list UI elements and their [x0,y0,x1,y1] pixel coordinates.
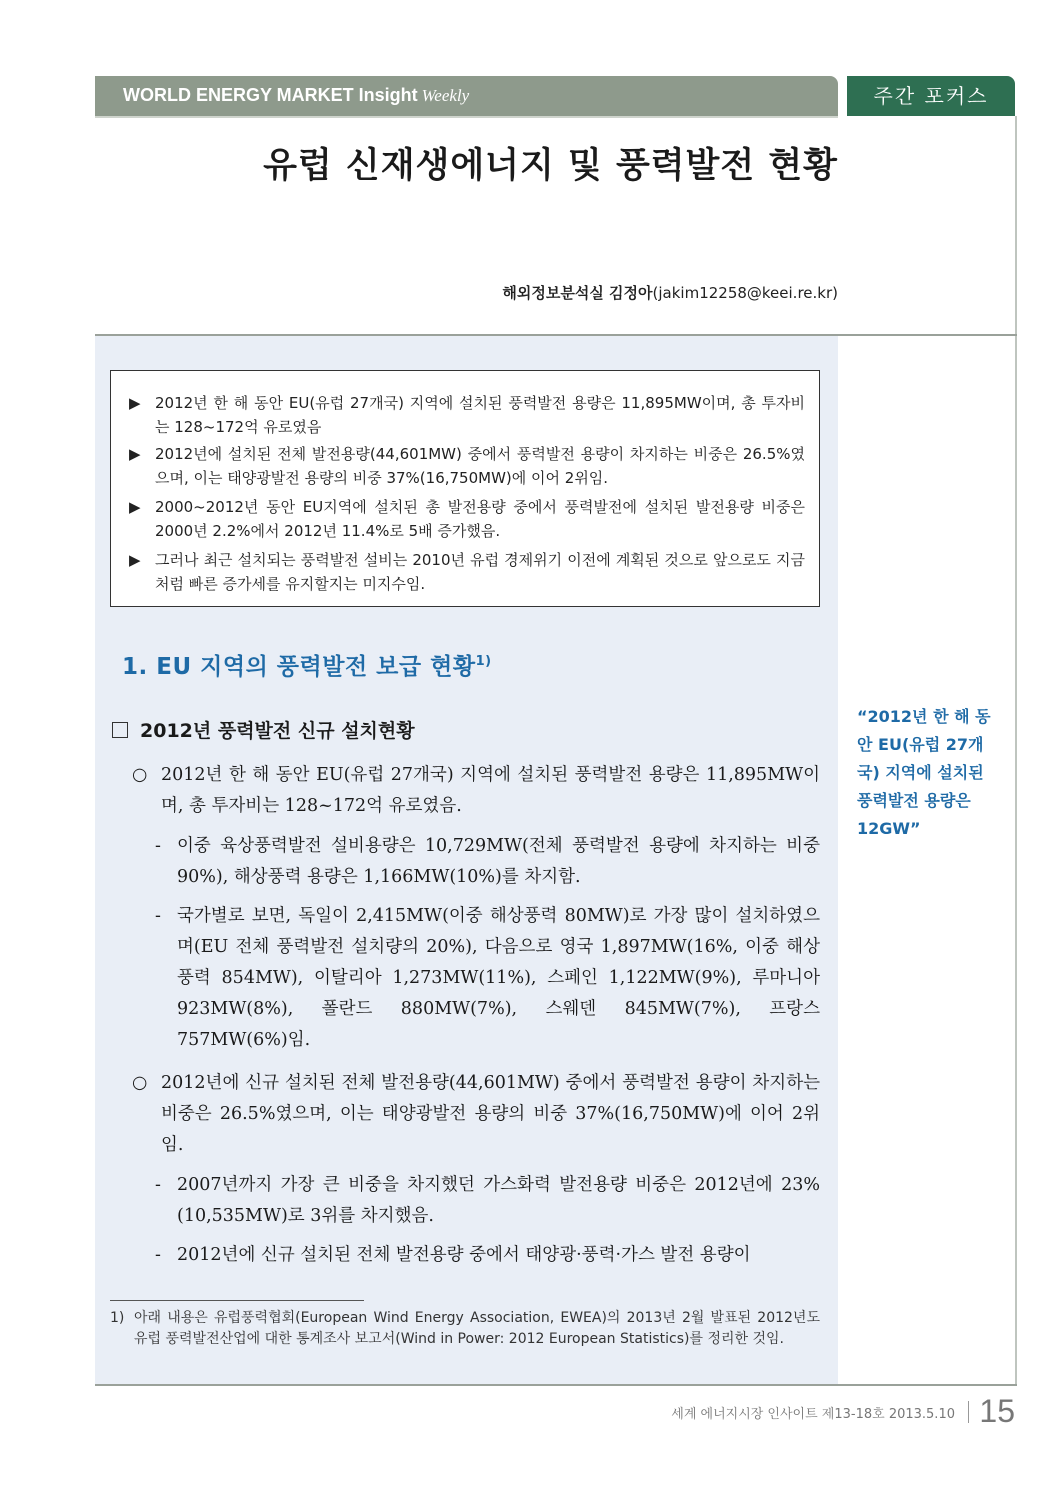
dash-bullet-icon: - [155,906,161,926]
publication-name: WORLD ENERGY MARKET Insight [123,85,418,105]
body-subparagraph [155,1170,820,1232]
summary-text: 그러나 최근 설치되는 풍력발전 설비는 2010년 유럽 경제위기 이전에 계획된 것으로 앞으로도 지금처럼 빠른 증가세를 유지할지는 미지수임. [155,551,805,593]
summary-text: 2000~2012년 동안 EU지역에 설치된 총 발전용량 중에서 풍력발전에 설치된 발전용량 비중은 2000년 2.2%에서 2012년 11.4%로 5배 증가했음. [155,498,805,540]
paragraph-text: 국가별로 보면, 독일이 2,415MW(이중 해상풍력 80MW)로 가장 많이 설치하였으며(EU 전체 풍력발전 설치량의 20%), 다음으로 영국 1,897MW(16%, 이중 해상풍력 854MW), 이탈리아 1,273MW(11%), 스페인 1,122MW(9%), 루마니아 923MW(8%), 폴란드 880MW(7%), 스웨덴 845MW(7%), 프랑스 757MW(6%)임. [177,906,820,1050]
paragraph-text: 이중 육상풍력발전 설비용량은 10,729MW(전체 풍력발전 용량에 차지하는 비중 90%), 해상풍력 용량은 1,166MW(10%)를 차지함. [177,836,820,887]
summary-item [129,391,805,439]
page-number: 15 [979,1393,1015,1429]
dash-bullet-icon: - [155,1175,161,1195]
triangle-bullet-icon: ▶ [129,551,141,569]
circle-bullet-icon: ○ [132,1073,148,1093]
paragraph-text: 2012년에 신규 설치된 전체 발전용량 중에서 태양광·풍력·가스 발전 용량이 [177,1245,751,1265]
footnote [110,1308,820,1350]
dash-bullet-icon: - [155,1245,161,1265]
section-tab: 주간 포커스 [847,76,1015,116]
body-subparagraph [155,1240,820,1271]
body-subparagraph [155,901,820,1056]
article-title: 유럽 신재생에너지 및 풍력발전 현황 [263,146,838,186]
header-underline [95,116,838,118]
triangle-bullet-icon: ▶ [129,445,141,463]
summary-item [129,548,805,596]
footnote-ref[interactable]: 1) [475,654,492,669]
circle-bullet-icon: ○ [132,765,148,785]
header-bar [95,76,838,116]
summary-box [110,370,820,607]
page-footer [560,1393,1015,1433]
body-paragraph [132,1068,820,1161]
footnote-rule [110,1300,364,1301]
summary-item [129,442,805,490]
summary-text: 2012년에 설치된 전체 발전용량(44,601MW) 중에서 풍력발전 용량이 차지하는 비중은 26.5%였으며, 이는 태양광발전 용량의 비중 37%(16,750MW)에 이어 2위임. [155,445,805,487]
publication-title [123,85,469,106]
paragraph-text: 2007년까지 가장 큰 비중을 차지했던 가스화력 발전용량 비중은 2012년에 23%(10,535MW)로 3위를 차지했음. [177,1175,820,1226]
author-line [95,282,838,303]
section-heading [122,648,492,681]
triangle-bullet-icon: ▶ [129,394,141,412]
footnote-number: 1) [110,1310,125,1326]
square-bullet-icon [112,722,128,738]
publication-frequency: Weekly [421,86,470,105]
bottom-divider [95,1384,1017,1386]
author-name: 해외정보분석실 김정아 [502,284,653,302]
footer-separator [968,1401,969,1423]
sub-heading-text: 2012년 풍력발전 신규 설치현황 [140,720,415,742]
paragraph-text: 2012년 한 해 동안 EU(유럽 27개국) 지역에 설치된 풍력발전 용량은 11,895MW이며, 총 투자비는 128~172억 유로였음. [161,765,820,816]
footnote-text: 아래 내용은 유럽풍력협회(European Wind Energy Association, EWEA)의 2013년 2월 발표된 2012년도 유럽 풍력발전산업에 대한 통계조사 보고서(Wind in Power: 2012 European Statistics)를 정리한 것임. [134,1310,820,1347]
section-heading-text: 1. EU 지역의 풍력발전 보급 현황 [122,654,476,680]
body-paragraph [132,760,820,822]
summary-text: 2012년 한 해 동안 EU(유럽 27개국) 지역에 설치된 풍력발전 용량은 11,895MW이며, 총 투자비는 128~172억 유로였음 [155,394,805,436]
right-border [1015,116,1017,1386]
sub-heading [112,716,415,743]
pull-quote: “2012년 한 해 동안 EU(유럽 27개국) 지역에 설치된 풍력발전 용량은 12GW” [857,707,991,838]
body-subparagraph [155,831,820,893]
dash-bullet-icon: - [155,836,161,856]
author-email: (jakim12258@keei.re.kr) [652,284,838,302]
summary-item [129,495,805,543]
triangle-bullet-icon: ▶ [129,498,141,516]
footer-publication: 세계 에너지시장 인사이트 제13-18호 2013.5.10 [671,1407,955,1422]
paragraph-text: 2012년에 신규 설치된 전체 발전용량(44,601MW) 중에서 풍력발전 용량이 차지하는 비중은 26.5%였으며, 이는 태양광발전 용량의 비중 37%(16,750MW)에 이어 2위임. [161,1073,820,1155]
